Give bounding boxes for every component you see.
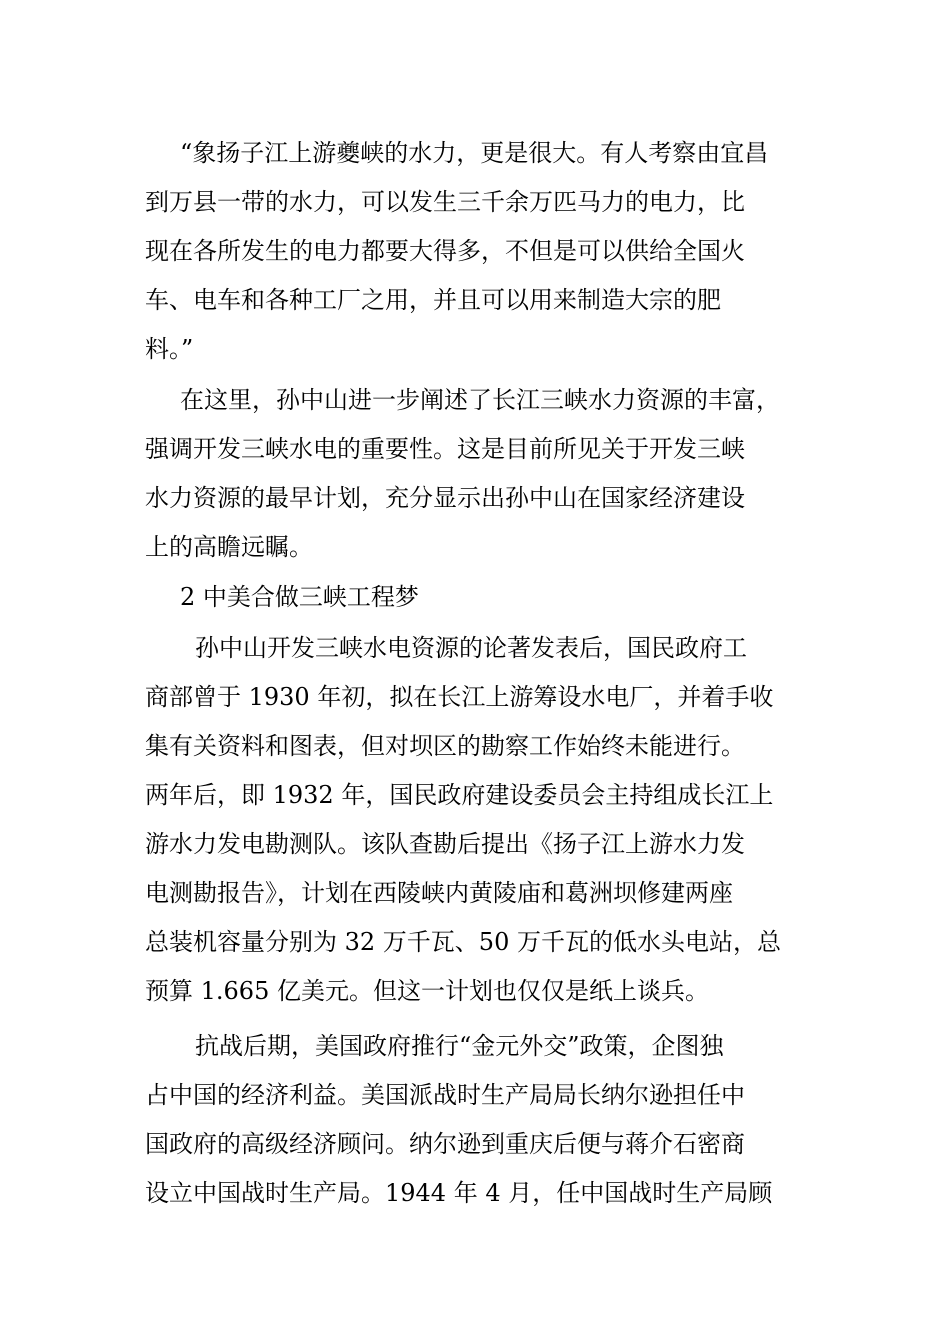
paragraph-2-line-3: 水力资源的最早计划，充分显示出孙中山在国家经济建设 bbox=[145, 484, 745, 512]
paragraph-1-line-3: 现在各所发生的电力都要大得多，不但是可以供给全国火 bbox=[145, 237, 745, 265]
paragraph-4-line-3: 国政府的高级经济顾问。纳尔逊到重庆后便与蒋介石密商 bbox=[145, 1130, 745, 1158]
paragraph-3-line-4: 两年后，即 1932 年，国民政府建设委员会主持组成长江上 bbox=[145, 781, 774, 809]
paragraph-4-line-4: 设立中国战时生产局。1944 年 4 月，任中国战时生产局顾 bbox=[145, 1179, 773, 1207]
paragraph-1-line-2: 到万县一带的水力，可以发生三千余万匹马力的电力，比 bbox=[145, 188, 745, 216]
paragraph-3-line-2: 商部曾于 1930 年初，拟在长江上游筹设水电厂，并着手收 bbox=[145, 683, 774, 711]
paragraph-3-line-1: 孙中山开发三峡水电资源的论著发表后，国民政府工 bbox=[195, 634, 747, 662]
paragraph-2-line-4: 上的高瞻远瞩。 bbox=[145, 533, 313, 561]
paragraph-3-line-7: 总装机容量分别为 32 万千瓦、50 万千瓦的低水头电站，总 bbox=[145, 928, 781, 956]
paragraph-3-line-8: 预算 1.665 亿美元。但这一计划也仅仅是纸上谈兵。 bbox=[145, 977, 709, 1005]
paragraph-1-line-4: 车、电车和各种工厂之用，并且可以用来制造大宗的肥 bbox=[145, 286, 721, 314]
paragraph-1-line-1: “象扬子江上游夔峡的水力，更是很大。有人考察由宜昌 bbox=[180, 139, 769, 167]
paragraph-2-line-2: 强调开发三峡水电的重要性。这是目前所见关于开发三峡 bbox=[145, 435, 745, 463]
paragraph-3-line-6: 电测勘报告》，计划在西陵峡内黄陵庙和葛洲坝修建两座 bbox=[145, 879, 733, 907]
paragraph-1-line-5: 料。” bbox=[145, 335, 194, 363]
paragraph-3-line-3: 集有关资料和图表，但对坝区的勘察工作始终未能进行。 bbox=[145, 732, 745, 760]
section-heading: 2 中美合做三峡工程梦 bbox=[180, 583, 419, 611]
paragraph-4-line-1: 抗战后期，美国政府推行“金元外交”政策，企图独 bbox=[195, 1032, 724, 1060]
paragraph-3-line-5: 游水力发电勘测队。该队查勘后提出《扬子江上游水力发 bbox=[145, 830, 745, 858]
paragraph-2-line-1: 在这里，孙中山进一步阐述了长江三峡水力资源的丰富， bbox=[180, 386, 780, 414]
paragraph-4-line-2: 占中国的经济利益。美国派战时生产局局长纳尔逊担任中 bbox=[145, 1081, 745, 1109]
